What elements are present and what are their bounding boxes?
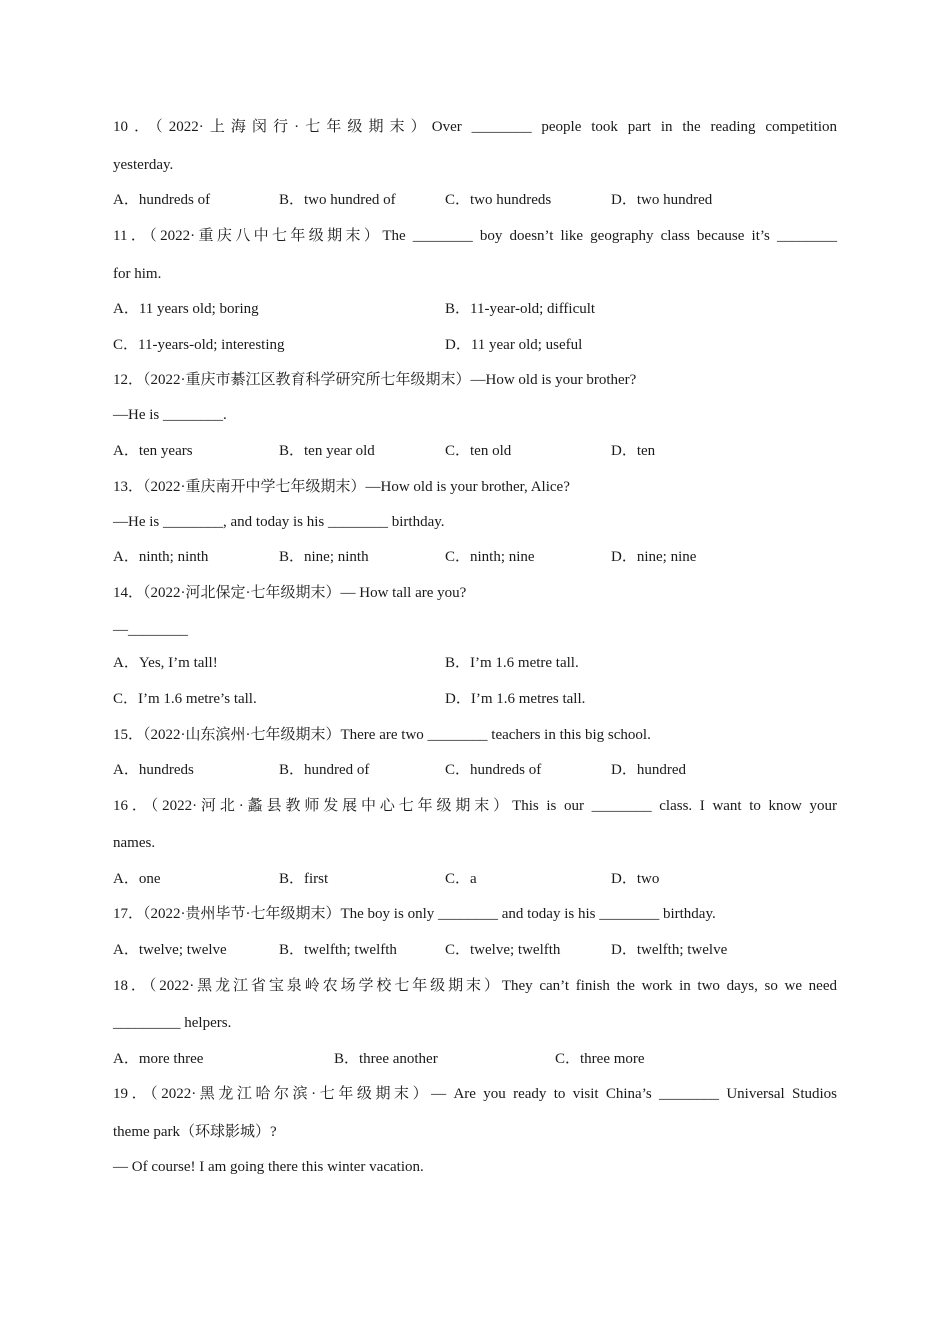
- question-16-stem-line-1: 16．（2022·河北·蠡县教师发展中心七年级期末）This is our ________ class. I want to know your: [113, 798, 837, 814]
- question-14-stem-line-1: 14．（2022·河北保定·七年级期末）— How tall are you?: [113, 585, 467, 601]
- question-14-option-d: D．I’m 1.6 metres tall.: [445, 691, 586, 707]
- question-10-option-c: C．two hundreds: [445, 192, 552, 208]
- question-17-stem-line-1: 17．（2022·贵州毕节·七年级期末）The boy is only ________ and today is his ________ birthday.: [113, 906, 716, 922]
- question-16-option-a: A．one: [113, 871, 161, 887]
- question-10-option-a: A．hundreds of: [113, 192, 211, 208]
- question-12-stem-line-2: —He is ________.: [113, 407, 227, 423]
- question-14-option-a: A．Yes, I’m tall!: [113, 655, 218, 671]
- question-14-stem-line-2: —________: [113, 622, 188, 638]
- question-19-stem-line-3: — Of course! I am going there this winter vacation.: [113, 1159, 424, 1175]
- question-11-option-b: B．11-year-old; difficult: [445, 301, 596, 317]
- question-14-option-b: B．I’m 1.6 metre tall.: [445, 655, 579, 671]
- question-13-option-c: C．ninth; nine: [445, 549, 535, 565]
- question-10-option-d: D．two hundred: [611, 192, 713, 208]
- question-18-option-a: A．more three: [113, 1051, 204, 1067]
- question-10-option-b: B．two hundred of: [279, 192, 396, 208]
- question-13-option-b: B．nine; ninth: [279, 549, 369, 565]
- question-13-option-a: A．ninth; ninth: [113, 549, 209, 565]
- question-11-option-a: A．11 years old; boring: [113, 301, 259, 317]
- question-14-option-c: C．I’m 1.6 metre’s tall.: [113, 691, 257, 707]
- question-12-stem-line-1: 12．（2022·重庆市綦江区教育科学研究所七年级期末）—How old is your brother?: [113, 372, 637, 388]
- question-16-option-c: C．a: [445, 871, 477, 887]
- question-16-stem-line-2: names.: [113, 835, 156, 851]
- question-15-option-d: D．hundred: [611, 762, 686, 778]
- question-18-option-c: C．three more: [555, 1051, 645, 1067]
- question-11-option-c: C．11-years-old; interesting: [113, 337, 285, 353]
- question-12-option-d: D．ten: [611, 443, 656, 459]
- question-11-option-d: D．11 year old; useful: [445, 337, 583, 353]
- question-10-stem-line-2: yesterday.: [113, 157, 174, 173]
- question-17-option-c: C．twelve; twelfth: [445, 942, 561, 958]
- question-19-stem-line-2: theme park（环球影城）?: [113, 1124, 277, 1140]
- question-18-stem-line-2: _________ helpers.: [113, 1015, 232, 1031]
- question-10-stem-line-1: 10．（2022·上海闵行·七年级期末）Over ________ people took part in the reading competition: [113, 119, 837, 135]
- question-15-option-a: A．hundreds: [113, 762, 194, 778]
- question-17-option-d: D．twelfth; twelve: [611, 942, 728, 958]
- question-12-option-a: A．ten years: [113, 443, 193, 459]
- question-15-stem-line-1: 15．（2022·山东滨州·七年级期末）There are two ________ teachers in this big school.: [113, 727, 651, 743]
- question-13-stem-line-2: —He is ________, and today is his ________ birthday.: [113, 514, 445, 530]
- question-15-option-b: B．hundred of: [279, 762, 370, 778]
- question-18-stem-line-1: 18．（2022·黑龙江省宝泉岭农场学校七年级期末）They can’t finish the work in two days, so we need: [113, 978, 837, 994]
- question-13-option-d: D．nine; nine: [611, 549, 697, 565]
- question-11-stem-line-2: for him.: [113, 266, 162, 282]
- question-16-option-b: B．first: [279, 871, 329, 887]
- question-12-option-c: C．ten old: [445, 443, 512, 459]
- question-19-stem-line-1: 19．（2022·黑龙江哈尔滨·七年级期末）— Are you ready to visit China’s ________ Universal Studios: [113, 1086, 837, 1102]
- question-12-option-b: B．ten year old: [279, 443, 375, 459]
- question-11-stem-line-1: 11．（2022·重庆八中七年级期末）The ________ boy doesn’t like geography class because it’s ________: [113, 228, 837, 244]
- question-18-option-b: B．three another: [334, 1051, 438, 1067]
- question-16-option-d: D．two: [611, 871, 660, 887]
- question-17-option-a: A．twelve; twelve: [113, 942, 227, 958]
- question-17-option-b: B．twelfth; twelfth: [279, 942, 397, 958]
- question-15-option-c: C．hundreds of: [445, 762, 542, 778]
- question-13-stem-line-1: 13．（2022·重庆南开中学七年级期末）—How old is your brother, Alice?: [113, 479, 570, 495]
